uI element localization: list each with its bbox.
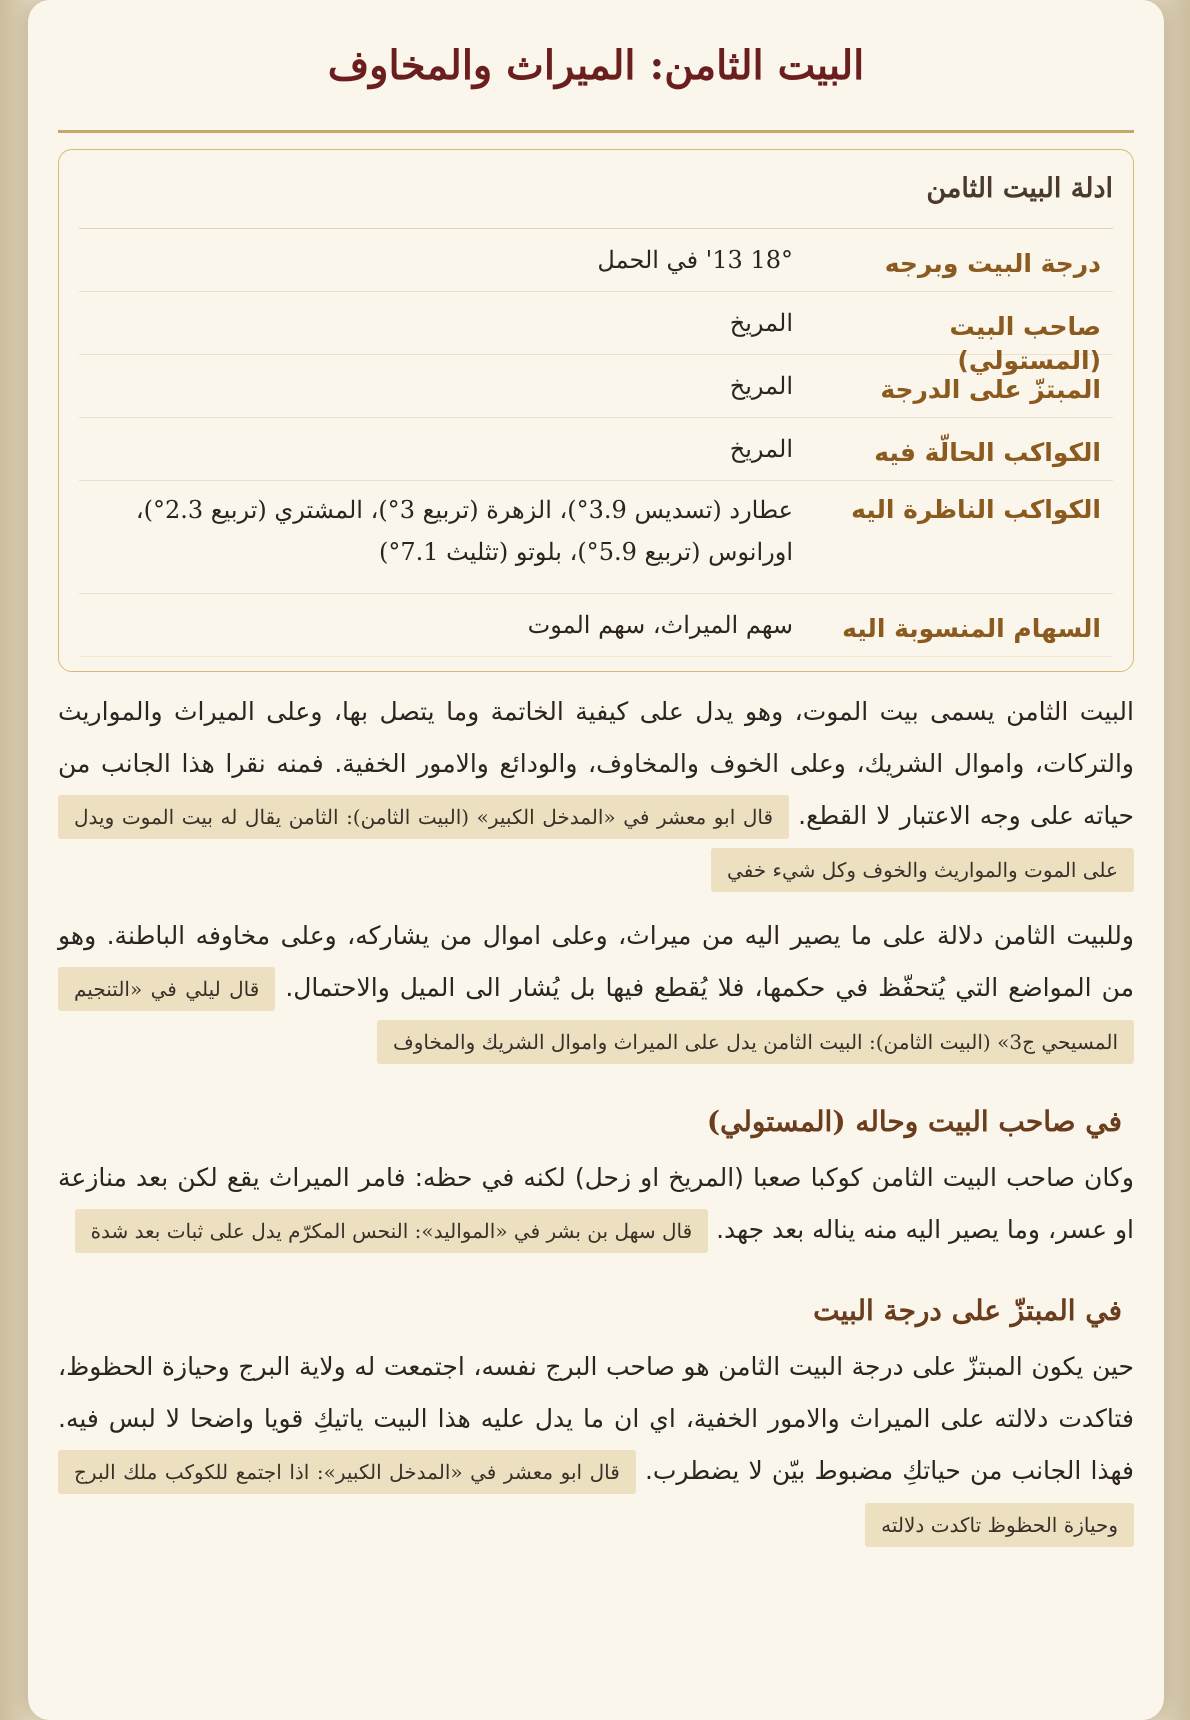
section-heading: في المبتزّ على درجة البيت: [813, 1294, 1122, 1327]
evidence-row: [79, 594, 1113, 657]
evidence-row: [79, 292, 1113, 375]
evidence-row: [79, 481, 1113, 594]
evidence-value: المريخ: [729, 309, 793, 337]
evidence-value: المريخ: [729, 435, 793, 463]
evidence-row: [79, 355, 1113, 418]
evidence-heading: ادلة البيت الثامن: [79, 150, 1113, 229]
page-content: [58, 0, 1134, 1551]
source-quote: قال ابو معشر في «المدخل الكبير»: اذا اجتمع للكوكب ملك البرج وحيازة الحظوظ تاكدت دلالته: [58, 1450, 1134, 1547]
page-title: البيت الثامن: الميراث والمخاوف: [327, 42, 865, 89]
source-quote: قال سهل بن بشر في «المواليد»: النحس المكرّم يدل على ثبات بعد شدة: [75, 1209, 709, 1253]
body-paragraph: [58, 910, 1134, 1068]
paragraph-text: وكان صاحب البيت الثامن كوكبا صعبا (المريخ او زحل) لكنه في حظه: فامر الميراث يقع لكن بعد منازعة او عسر، وما يصير اليه منه يناله بعد جهد.: [58, 1163, 1134, 1244]
body-paragraph: [58, 1152, 1134, 1257]
body-paragraph: [58, 1341, 1134, 1551]
evidence-value: 18° 13' في الحمل: [597, 246, 793, 274]
paragraph-text: حين يكون المبتزّ على درجة البيت الثامن هو صاحب البرج نفسه، اجتمعت له ولاية البرج وحيازة الحظوظ، فتاكدت دلالته على الميراث والامور الخفية، اي ان ما يدل عليه هذا البيت ياتيكِ قويا واضحا لا لبس فيه. فهذا الجانب من حياتكِ مضبوط بيّن لا يضطرب.: [58, 1352, 1135, 1485]
paragraph-text: البيت الثامن يسمى بيت الموت، وهو يدل على كيفية الخاتمة وما يتصل بها، وعلى الميراث والمواريث والتركات، واموال الشريك، وعلى الخوف والمخاوف، والودائع والامور الخفية. فمنه نقرا هذا الجانب من حياته على وجه الاعتبار لا القطع.: [58, 697, 1134, 830]
evidence-row: [79, 418, 1113, 481]
body-paragraph: [58, 686, 1134, 896]
evidence-value: عطارد (تسديس 3.9°)، الزهرة (تربيع 3°)، المشتري (تربيع 2.3°)، اورانوس (تربيع 5.9°)، بلوتو (تثليث 7.1°): [135, 496, 793, 566]
evidence-label: الكواكب الحالّة فيه: [874, 438, 1101, 467]
section-heading: في صاحب البيت وحاله (المستولي): [706, 1105, 1122, 1138]
paragraph-text: وللبيت الثامن دلالة على ما يصير اليه من ميراث، وعلى اموال من يشاركه، وعلى مخاوفه الباطنة. وهو من المواضع التي يُتحفّظ في حكمها، فلا يُقطع فيها بل يُشار الى الميل والاحتمال.: [58, 921, 1134, 1002]
source-quote: قال ابو معشر في «المدخل الكبير» (البيت الثامن): الثامن يقال له بيت الموت ويدل على الموت والمواريث والخوف وكل شيء خفي: [58, 795, 1134, 892]
evidence-label: السهام المنسوبة اليه: [842, 614, 1101, 643]
source-quote: قال ليلي في «التنجيم المسيحي ج3» (البيت الثامن): البيت الثامن يدل على الميراث واموال الشريك والمخاوف: [58, 967, 1134, 1064]
evidence-value: سهم الميراث، سهم الموت: [527, 611, 793, 639]
evidence-row: [79, 229, 1113, 292]
title-divider: [58, 130, 1134, 133]
evidence-label: صاحب البيت (المستولي): [949, 312, 1101, 375]
evidence-label: المبتزّ على الدرجة: [880, 375, 1101, 404]
page-card: [28, 0, 1164, 1720]
evidence-value: المريخ: [729, 372, 793, 400]
evidence-panel: [58, 149, 1134, 672]
evidence-label: درجة البيت وبرجه: [884, 249, 1101, 278]
evidence-label: الكواكب الناظرة اليه: [851, 495, 1101, 524]
